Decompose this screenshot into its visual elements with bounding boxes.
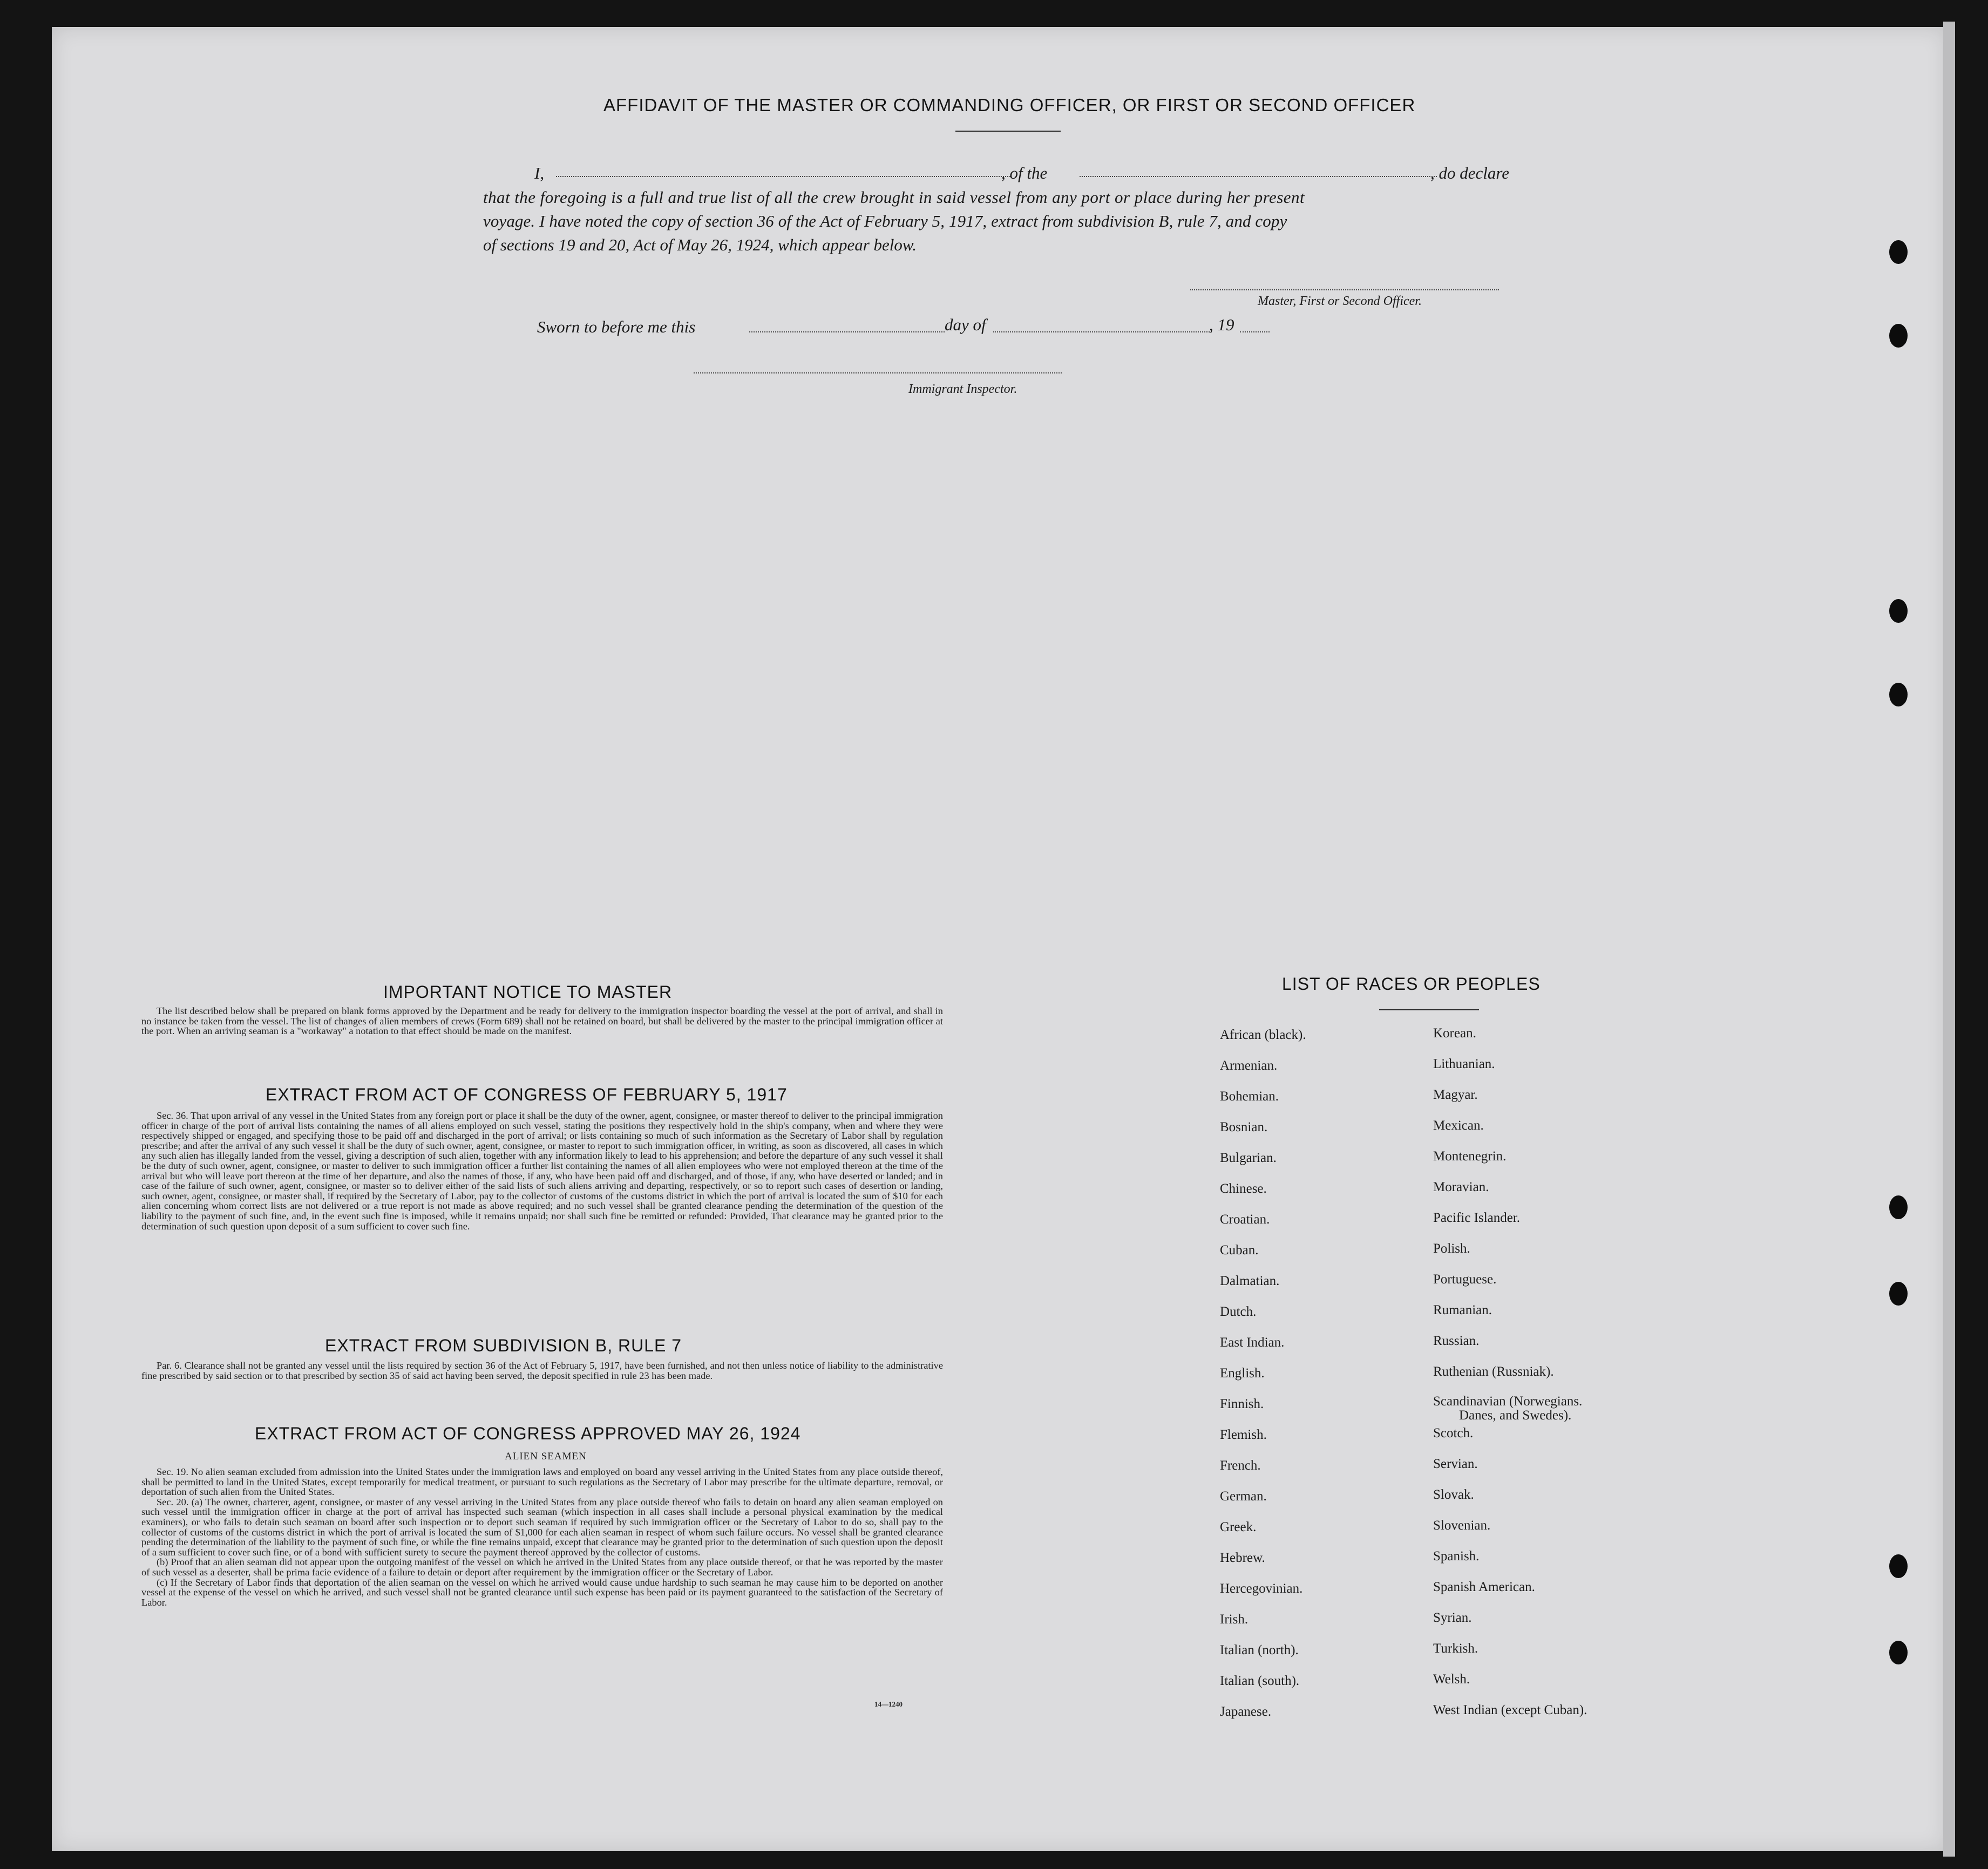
race-item: Dalmatian. (1220, 1274, 1280, 1288)
race-item: Montenegrin. (1433, 1149, 1507, 1164)
affidavit-body-line: that the foregoing is a full and true list of all the crew brought in said vessel from any port or place during her present (483, 188, 1305, 207)
race-item: English. (1220, 1366, 1265, 1381)
race-item: Flemish. (1220, 1428, 1267, 1442)
notice-paragraph: The list described below shall be prepared on blank forms approved by the Department and be ready for delivery to the immigration inspector boarding the vessel at the port of arrival, and shall in no instance be taken from the vessel. The list of changes of alien members of crews (Form 689) shall not be retained on board, but shall be delivered by the master to the principal immigration officer at the port. When an arriving seaman is a "workaway" a notation to that effect should be made on the manifest. (141, 1005, 943, 1037)
race-item (1433, 1395, 1587, 1425)
sec36-paragraph: Sec. 36. That upon arrival of any vessel in the United States from any foreign port or place it shall be the duty of the owner, agent, consignee, or master thereof to deliver to the principal immigration officer in charge of the port of arrival lists containing the names of all aliens employed on such vessel, stating the positions they respectively hold in the ship's company, when and where they were respectively shipped or engaged, and specifying those to be paid off and discharged in the port of arrival; or lists containing so much of such information as the Secretary of Labor shall by regulation prescribe; and after the arrival of any such vessel it shall be the duty of such owner, agent, consignee, or master to report to such immigration officer, in writing, as soon as discovered, all cases in which any such alien has illegally landed from the vessel, giving a description of such alien, together with any information likely to lead to his apprehension; and before the departure of any such vessel it shall be the duty of such owner, agent, consignee, or master to deliver to such immigration officer a further list containing the names of all alien employees who were not employed thereon at the time of the arrival but who will leave port thereon at the time of her departure, and also the names of those, if any, who have been paid off and discharged, and of those, if any, who have deserted or landed; and in case of the failure of such owner, agent, consignee, or master so to deliver either of the said lists of such aliens arriving and departing, respectively, or so to report such cases of desertion or landing, such owner, agent, consignee, or master shall, if required by the Secretary of Labor, pay to the collector of customs of the customs district in which the port of arrival is located the sum of $10 for each alien concerning whom correct lists are not delivered or a true report is not made as above required; and no such vessel shall be granted clearance pending the determination of the question of the liability to the payment of such fine, and, in the event such fine is imposed, while it remains unpaid; nor shall such fine be remitted or refunded: Provided, That clearance may be granted prior to the determination of such question upon deposit of a sum sufficient to cover such fine. (141, 1110, 943, 1232)
race-item: Slovak. (1433, 1487, 1474, 1502)
races-title-underline (1379, 1009, 1479, 1010)
inspector-signature-label: Immigrant Inspector. (908, 382, 1017, 396)
race-item-continuation: Danes, and Swedes). (1459, 1408, 1572, 1423)
notice-text (141, 1006, 943, 1036)
races-left-column (1220, 1027, 1306, 1735)
race-item: Greek. (1220, 1520, 1257, 1534)
race-item: Magyar. (1433, 1088, 1478, 1102)
race-item: Servian. (1433, 1457, 1478, 1471)
binder-hole (1889, 324, 1908, 348)
name-blank[interactable] (556, 176, 1010, 177)
race-item: Ruthenian (Russniak). (1433, 1364, 1554, 1379)
race-item: Lithuanian. (1433, 1057, 1495, 1071)
race-item: Bulgarian. (1220, 1151, 1277, 1165)
race-item: Rumanian. (1433, 1303, 1492, 1317)
sworn-year-blank[interactable] (1240, 331, 1270, 332)
race-item: French. (1220, 1458, 1261, 1473)
race-item: Russian. (1433, 1334, 1480, 1348)
race-item: Armenian. (1220, 1058, 1278, 1073)
race-item: Spanish American. (1433, 1580, 1535, 1594)
extract-1924-text (141, 1467, 943, 1607)
race-item: Hercegovinian. (1220, 1581, 1303, 1596)
vessel-blank[interactable] (1080, 176, 1437, 177)
race-item: Moravian. (1433, 1180, 1489, 1194)
race-item: East Indian. (1220, 1335, 1285, 1350)
race-item: Polish. (1433, 1241, 1470, 1256)
sworn-month-blank[interactable] (993, 331, 1212, 332)
sworn-day-blank[interactable] (749, 331, 945, 332)
sec20b-paragraph: (b) Proof that an alien seaman did not appear upon the outgoing manifest of the vessel on which he arrived in the United States from any place outside thereof, or that he was reported by the master of such vessel as a deserter, shall be prima facie evidence of a failure to detain or deport after requirement by the immigration officer or the Secretary of Labor. (141, 1557, 943, 1578)
form-number: 14—1240 (874, 1700, 903, 1708)
race-item: Japanese. (1220, 1704, 1272, 1719)
race-item: Italian (north). (1220, 1643, 1299, 1657)
race-item-text: Scandinavian (Norwegians. (1433, 1394, 1583, 1409)
race-item: German. (1220, 1489, 1267, 1504)
affidavit-declare: , do declare (1430, 164, 1510, 182)
extract-1917-text (141, 1111, 943, 1231)
affidavit-title: AFFIDAVIT OF THE MASTER OR COMMANDING OFFICER, OR FIRST OR SECOND OFFICER (603, 95, 1416, 115)
binder-hole (1889, 1282, 1908, 1306)
binder-hole (1889, 1641, 1908, 1664)
affidavit-body-line: voyage. I have noted the copy of section 36 of the Act of February 5, 1917, extract from subdivision B, rule 7, and copy (483, 212, 1287, 230)
race-item: Korean. (1433, 1026, 1476, 1041)
race-item: Finnish. (1220, 1397, 1264, 1411)
race-item: Dutch. (1220, 1304, 1257, 1319)
race-item: Scotch. (1433, 1426, 1474, 1440)
race-item: Bohemian. (1220, 1089, 1279, 1104)
affidavit-i: I, (534, 164, 545, 182)
rule7-title: EXTRACT FROM SUBDIVISION B, RULE 7 (325, 1336, 682, 1355)
master-signature-label: Master, First or Second Officer. (1258, 294, 1422, 308)
binder-hole (1889, 599, 1908, 623)
race-item: Italian (south). (1220, 1674, 1300, 1688)
race-item: Bosnian. (1220, 1120, 1268, 1134)
page-edge (1943, 22, 1955, 1857)
notice-title: IMPORTANT NOTICE TO MASTER (383, 982, 673, 1002)
rule7-text (141, 1361, 943, 1381)
sec19-paragraph: Sec. 19. No alien seaman excluded from admission into the United States under the immigration laws and employed on board any vessel arriving in the United States from any place outside thereof, shall be permitted to land in the United States, except temporarily for medical treatment, or pursuant to such regulations as the Secretary of Labor may prescribe for the ultimate departure, removal, or deportation of such alien from the United States. (141, 1466, 943, 1498)
sworn-prefix: Sworn to before me this (537, 317, 696, 336)
alien-seamen-subtitle: ALIEN SEAMEN (505, 1451, 587, 1462)
affidavit-of-the: , of the (1001, 164, 1048, 182)
rule7-paragraph: Par. 6. Clearance shall not be granted any vessel until the lists required by section 36 of the Act of February 5, 1917, have been furnished, and not then unless notice of liability to the administrative fine prescribed by said section or to that prescribed by section 35 of said act having been served, the deposit specified in rule 23 has been made. (141, 1360, 943, 1381)
affidavit-body-line: of sections 19 and 20, Act of May 26, 1924, which appear below. (483, 235, 917, 254)
binder-hole (1889, 683, 1908, 706)
race-item: Spanish. (1433, 1549, 1480, 1564)
race-item: Irish. (1220, 1612, 1249, 1627)
race-item: Syrian. (1433, 1610, 1472, 1625)
binder-hole (1889, 1195, 1908, 1219)
sec20c-paragraph: (c) If the Secretary of Labor finds that deportation of the alien seaman on the vessel on which he arrived would cause undue hardship to such seaman he may cause him to be deported on another vessel at the expense of the vessel on which he arrived, and such vessel shall not be granted clearance until such expense has been paid or its payment guaranteed to the satisfaction of the Secretary of Labor. (141, 1576, 943, 1608)
race-item: Mexican. (1433, 1118, 1484, 1133)
race-item: Chinese. (1220, 1181, 1267, 1196)
master-signature-line[interactable] (1190, 289, 1499, 290)
sworn-year: , 19 (1209, 315, 1234, 334)
race-item: Cuban. (1220, 1243, 1259, 1258)
race-item: Portuguese. (1433, 1272, 1497, 1287)
race-item: Pacific Islander. (1433, 1211, 1521, 1225)
races-title: LIST OF RACES OR PEOPLES (1282, 974, 1541, 994)
race-item: Hebrew. (1220, 1551, 1265, 1565)
race-item: West Indian (except Cuban). (1433, 1703, 1587, 1717)
races-right-column (1433, 1025, 1587, 1733)
inspector-signature-line[interactable] (694, 372, 1062, 373)
race-item: Slovenian. (1433, 1518, 1491, 1533)
sworn-day-of: day of (945, 315, 986, 334)
race-item: Croatian. (1220, 1212, 1270, 1227)
sec20a-paragraph: Sec. 20. (a) The owner, charterer, agent, consignee, or master of any vessel arriving in the United States from any place outside thereof who fails to detain on board any alien seaman employed on such vessel until the immigration officer in charge at the port of arrival has inspected such seaman (which inspection in all cases shall include a personal physical examination by the medical examiners), or who fails to detain such seaman on board after such inspection or to deport such seaman if required by such immigration officer or the Secretary of Labor to do so, shall pay to the collector of customs of the customs district in which the port of arrival is located the sum of $1,000 for each alien seaman in respect of whom such failure occurs. No vessel shall be granted clearance pending the determination of the liability to the payment of such fine, or while the fine remains unpaid, except that clearance may be granted prior to the determination of such question upon the deposit of a sum sufficient to cover such fine, or of a bond with sufficient surety to secure the payment thereof approved by the collector of customs. (141, 1496, 943, 1558)
extract-1917-title: EXTRACT FROM ACT OF CONGRESS OF FEBRUARY 5, 1917 (266, 1085, 788, 1104)
extract-1924-title: EXTRACT FROM ACT OF CONGRESS APPROVED MAY 26, 1924 (255, 1424, 801, 1443)
race-item: Welsh. (1433, 1672, 1470, 1687)
binder-hole (1889, 240, 1908, 264)
title-underline (955, 131, 1061, 132)
race-item: African (black). (1220, 1028, 1306, 1042)
race-item: Turkish. (1433, 1641, 1478, 1656)
binder-hole (1889, 1554, 1908, 1578)
